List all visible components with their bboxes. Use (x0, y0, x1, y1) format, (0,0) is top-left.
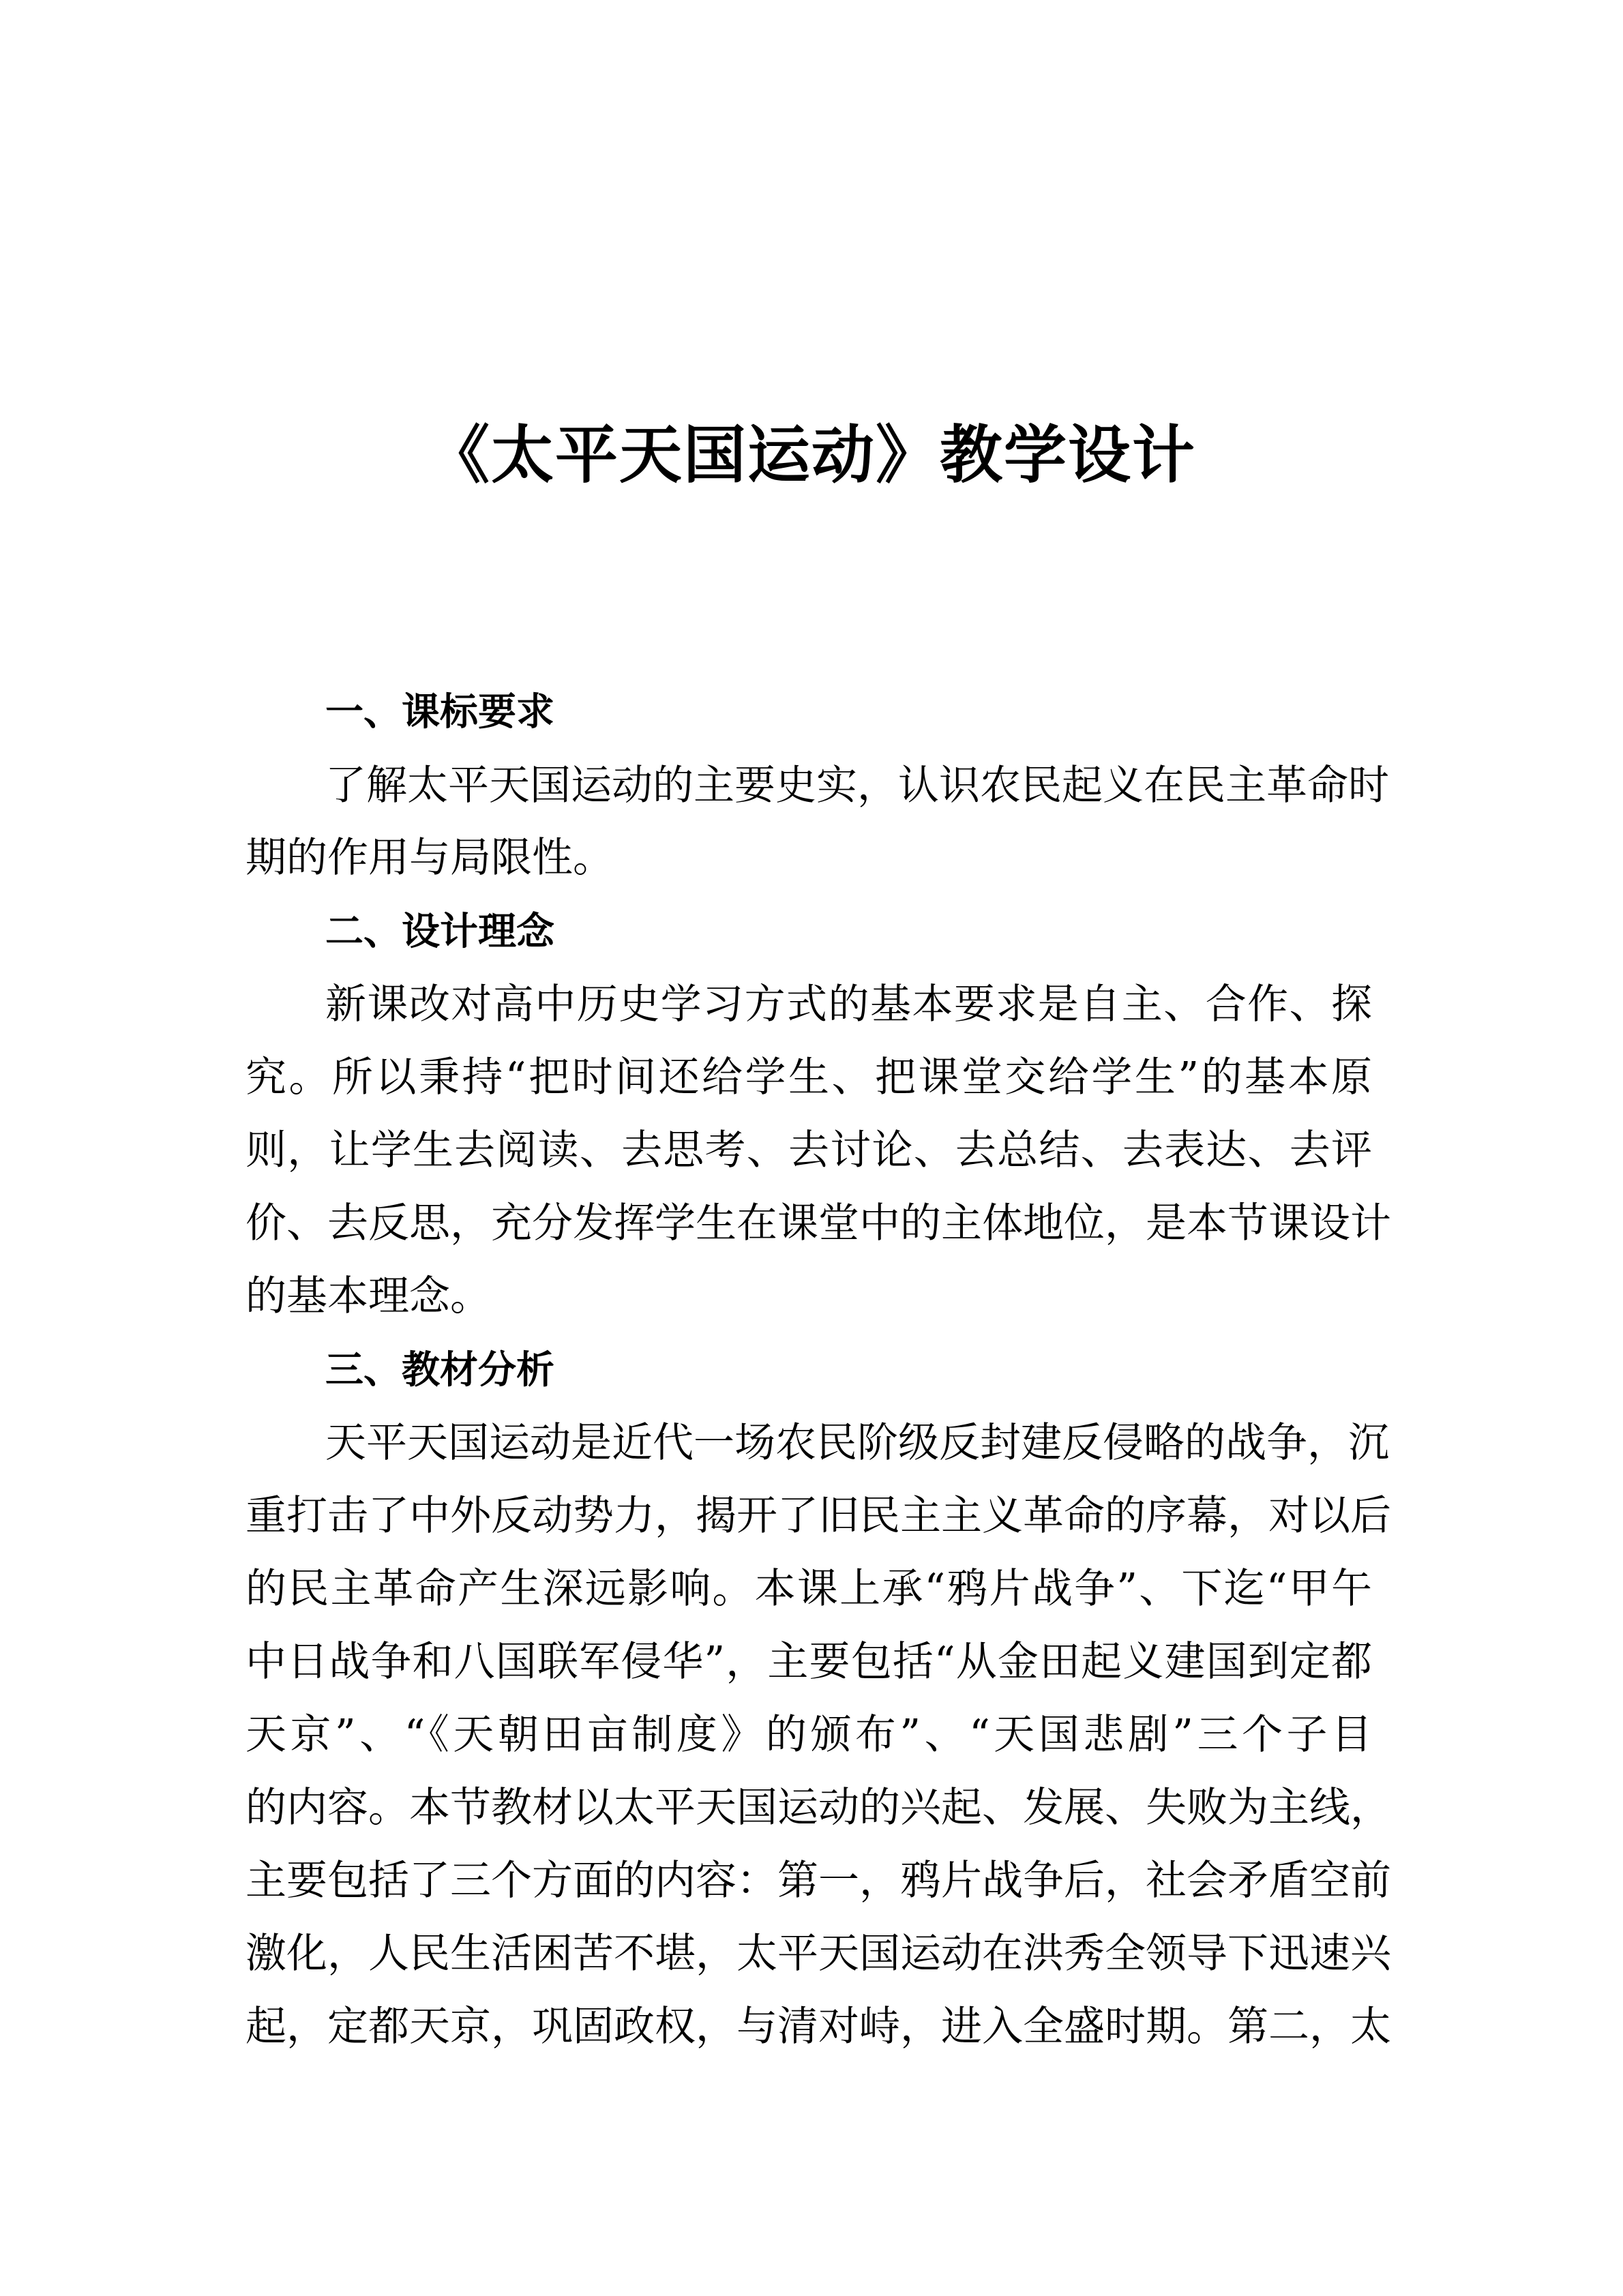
paragraph-line: 的内容。本节教材以太平天国运动的兴起、发展、失败为主线， (245, 1784, 1391, 1832)
paragraph-line: 天平天国运动是近代一场农民阶级反封建反侵略的战争，沉 (325, 1419, 1389, 1467)
section-heading-curriculum: 一、课标要求 (325, 690, 554, 734)
paragraph-line: 价、去反思，充分发挥学生在课堂中的主体地位，是本节课设计 (245, 1199, 1391, 1247)
paragraph-line: 激化，人民生活困苦不堪，太平天国运动在洪秀全领导下迅速兴 (245, 1930, 1391, 1978)
paragraph-line: 期的作用与局限性。 (245, 834, 614, 882)
paragraph-line: 新课改对高中历史学习方式的基本要求是自主、合作、探 (325, 981, 1372, 1028)
paragraph-line: 的民主革命产生深远影响。本课上承“鸦片战争”、下迄“甲午 (245, 1565, 1372, 1613)
page-title: 《太平天国运动》教学设计 (426, 419, 1196, 492)
paragraph-line: 了解太平天国运动的主要史实，认识农民起义在民主革命时 (325, 762, 1389, 809)
paragraph-line: 起，定都天京，巩固政权，与清对峙，进入全盛时期。第二，太 (245, 2003, 1391, 2051)
section-heading-design-concept: 二、设计理念 (325, 910, 554, 954)
paragraph-line: 究。所以秉持“把时间还给学生、把课堂交给学生”的基本原 (245, 1054, 1372, 1101)
paragraph-line: 天京”、“《天朝田亩制度》的颁布”、“天国悲剧”三个子目 (245, 1711, 1372, 1759)
paragraph-line: 重打击了中外反动势力，揭开了旧民主主义革命的序幕，对以后 (245, 1492, 1391, 1540)
paragraph-line: 主要包括了三个方面的内容：第一，鸦片战争后，社会矛盾空前 (245, 1857, 1391, 1905)
paragraph-line: 中日战争和八国联军侵华”，主要包括“从金田起义建国到定都 (245, 1638, 1372, 1686)
section-heading-textbook-analysis: 三、教材分析 (325, 1348, 554, 1392)
paragraph-line: 则，让学生去阅读、去思考、去讨论、去总结、去表达、去评 (245, 1127, 1372, 1174)
paragraph-line: 的基本理念。 (245, 1272, 491, 1320)
